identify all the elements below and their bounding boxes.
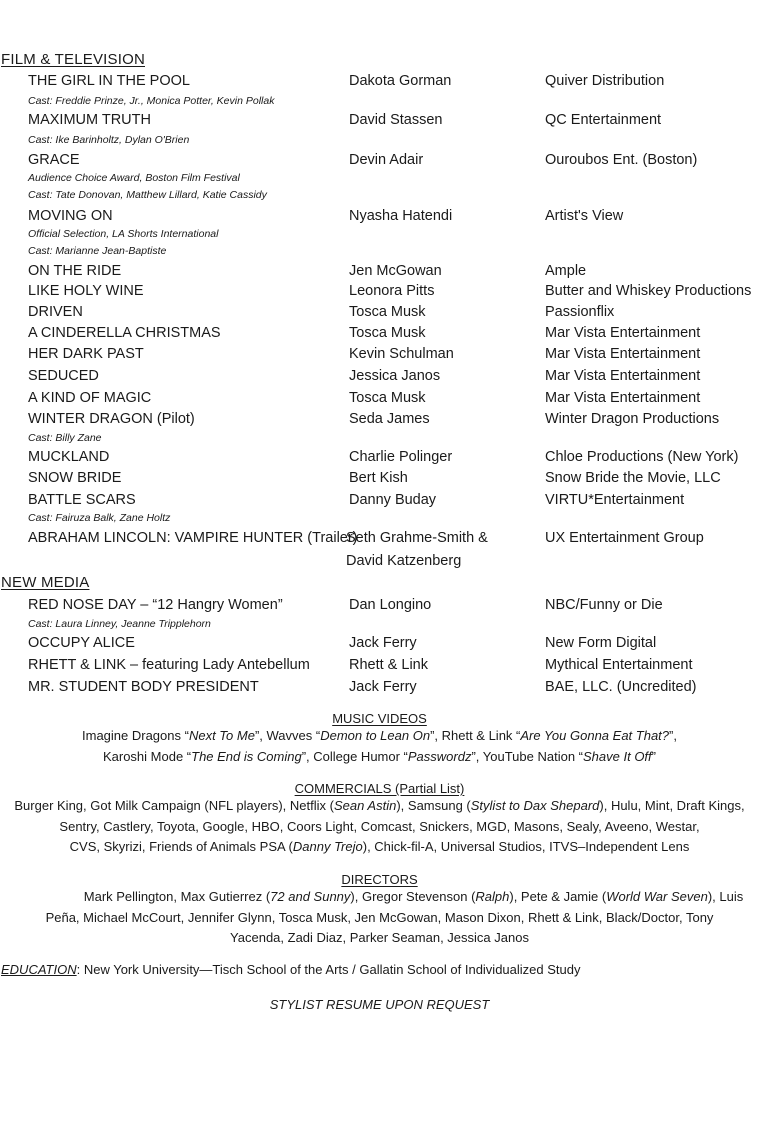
film-director: Tosca Musk [349, 304, 426, 320]
film-company: VIRTU*Entertainment [545, 492, 685, 508]
film-director: Jessica Janos [349, 368, 441, 384]
film-note: Cast: Fairuza Balk, Zane Holtz [28, 512, 171, 524]
directors-line: Peña, Michael McCourt, Jennifer Glynn, Tosca Musk, Jen McGowan, Mason Dixon, Rhett & Link, Black/Doctor, Tony [45, 909, 714, 925]
film-director: Tosca Musk [349, 325, 426, 341]
new-media-title: RHETT & LINK – featuring Lady Antebellum [28, 657, 310, 673]
commercials-line: CVS, Skyrizi, Friends of Animals PSA (Danny Trejo), Chick-fil-A, Universal Studios, ITVS–Independent Lens [69, 839, 690, 854]
new-media-director: Dan Longino [349, 597, 432, 613]
film-company: Mar Vista Entertainment [545, 368, 701, 384]
education-text: : New York University—Tisch School of the Arts / Gallatin School of Individualized Study [76, 962, 581, 977]
new-media-title: OCCUPY ALICE [28, 635, 135, 651]
new-media-title: RED NOSE DAY – “12 Hangry Women” [28, 597, 283, 613]
film-title: THE GIRL IN THE POOL [28, 73, 190, 89]
film-company: Mar Vista Entertainment [545, 325, 701, 341]
film-title: SNOW BRIDE [28, 470, 122, 486]
film-director: Seda James [349, 411, 430, 427]
directors-line: Yacenda, Zadi Diaz, Parker Seaman, Jessica Janos [230, 930, 529, 945]
directors-section [0, 872, 759, 949]
film-title: BATTLE SCARS [28, 492, 136, 508]
film-title: LIKE HOLY WINE [28, 283, 144, 299]
film-title: WINTER DRAGON (Pilot) [28, 411, 195, 427]
film-company: Winter Dragon Productions [545, 411, 720, 427]
commercials-section [0, 781, 759, 858]
film-note: Cast: Tate Donovan, Matthew Lillard, Katie Cassidy [28, 189, 267, 201]
commercials-line: Burger King, Got Milk Campaign (NFL players), Netflix (Sean Astin), Samsung (Stylist to Dax Shepard), Hulu, Mint, Draft Kings, [14, 798, 745, 813]
film-company: Butter and Whiskey Productions [545, 283, 752, 299]
film-title: ON THE RIDE [28, 263, 122, 279]
film-company: QC Entertainment [545, 112, 662, 128]
film-title: A KIND OF MAGIC [28, 390, 152, 406]
film-title: HER DARK PAST [28, 346, 144, 362]
music-videos-line: Imagine Dragons “Next To Me”, Wavves “Demon to Lean On”, Rhett & Link “Are You Gonna Eat That?”, [82, 728, 677, 743]
music-videos-heading: MUSIC VIDEOS [332, 711, 427, 726]
film-director: Bert Kish [349, 470, 408, 486]
new-media-title: MR. STUDENT BODY PRESIDENT [28, 679, 259, 695]
film-note: Cast: Ike Barinholtz, Dylan O'Brien [28, 134, 190, 146]
film-title: A CINDERELLA CHRISTMAS [28, 325, 221, 341]
commercials-heading: COMMERCIALS (Partial List) [294, 781, 465, 796]
film-note: Cast: Freddie Prinze, Jr., Monica Potter, Kevin Pollak [28, 95, 275, 107]
film-company: Snow Bride the Movie, LLC [545, 470, 721, 486]
education-label: EDUCATION [1, 962, 77, 977]
directors-line: Mark Pellington, Max Gutierrez (72 and Sunny), Gregor Stevenson (Ralph), Pete & Jamie (World War Seven), Luis [83, 889, 744, 904]
film-title: MUCKLAND [28, 449, 110, 465]
commercials-line: Sentry, Castlery, Toyota, Google, HBO, Coors Light, Comcast, Snickers, MGD, Masons, Sealy, Aveeno, Westar, [59, 818, 700, 834]
new-media-note: Cast: Laura Linney, Jeanne Tripplehorn [28, 618, 211, 630]
music-videos-line: Karoshi Mode “The End is Coming”, College Humor “Passwordz”, YouTube Nation “Shave It Off” [102, 748, 657, 764]
new-media-director: Rhett & Link [349, 657, 428, 673]
film-company: Passionflix [545, 304, 615, 320]
film-title: MAXIMUM TRUTH [28, 112, 151, 128]
film-director: David Stassen [349, 112, 443, 128]
film-director: Nyasha Hatendi [349, 208, 453, 224]
film-title: ABRAHAM LINCOLN: VAMPIRE HUNTER (Trailer) [28, 530, 358, 546]
film-company: UX Entertainment Group [545, 530, 704, 546]
film-note: Audience Choice Award, Boston Film Festival [28, 172, 240, 184]
new-media-director: Jack Ferry [349, 679, 417, 695]
film-director: Devin Adair [349, 152, 424, 168]
film-title: DRIVEN [28, 304, 83, 320]
film-director: Danny Buday [349, 492, 437, 508]
film-title: SEDUCED [28, 368, 99, 384]
film-note: Cast: Billy Zane [28, 432, 102, 444]
film-company: Mar Vista Entertainment [545, 346, 701, 362]
new-media-director: Jack Ferry [349, 635, 417, 651]
film-director: Jen McGowan [349, 263, 442, 279]
film-note: Official Selection, LA Shorts International [28, 228, 219, 240]
film-company: Mar Vista Entertainment [545, 390, 701, 406]
film-director: Tosca Musk [349, 390, 426, 406]
directors-heading: DIRECTORS [341, 872, 418, 887]
film-company: Ample [545, 263, 587, 279]
film-title: GRACE [28, 152, 80, 168]
film-company: Quiver Distribution [545, 73, 665, 89]
music-videos-section [0, 711, 759, 767]
stylist-resume-note: STYLIST RESUME UPON REQUEST [269, 997, 490, 1012]
film-director: Charlie Polinger [349, 449, 453, 465]
film-director: Dakota Gorman [349, 73, 452, 89]
film-company: Artist's View [545, 208, 624, 224]
education-line [1, 962, 580, 977]
film-company: Chloe Productions (New York) [545, 449, 739, 465]
new-media-company: New Form Digital [545, 635, 657, 651]
film-title: MOVING ON [28, 208, 113, 224]
new-media-company: BAE, LLC. (Uncredited) [545, 679, 697, 695]
section-title-new-media: NEW MEDIA [1, 574, 90, 591]
film-company: Ouroubos Ent. (Boston) [545, 152, 698, 168]
film-note: Cast: Marianne Jean-Baptiste [28, 245, 167, 257]
film-director-continued: David Katzenberg [346, 553, 462, 569]
section-title-film-television: FILM & TELEVISION [1, 51, 145, 68]
new-media-company: Mythical Entertainment [545, 657, 693, 673]
film-director: Leonora Pitts [349, 283, 435, 299]
film-director: Seth Grahme-Smith & [346, 530, 488, 546]
film-director: Kevin Schulman [349, 346, 454, 362]
new-media-company: NBC/Funny or Die [545, 597, 663, 613]
